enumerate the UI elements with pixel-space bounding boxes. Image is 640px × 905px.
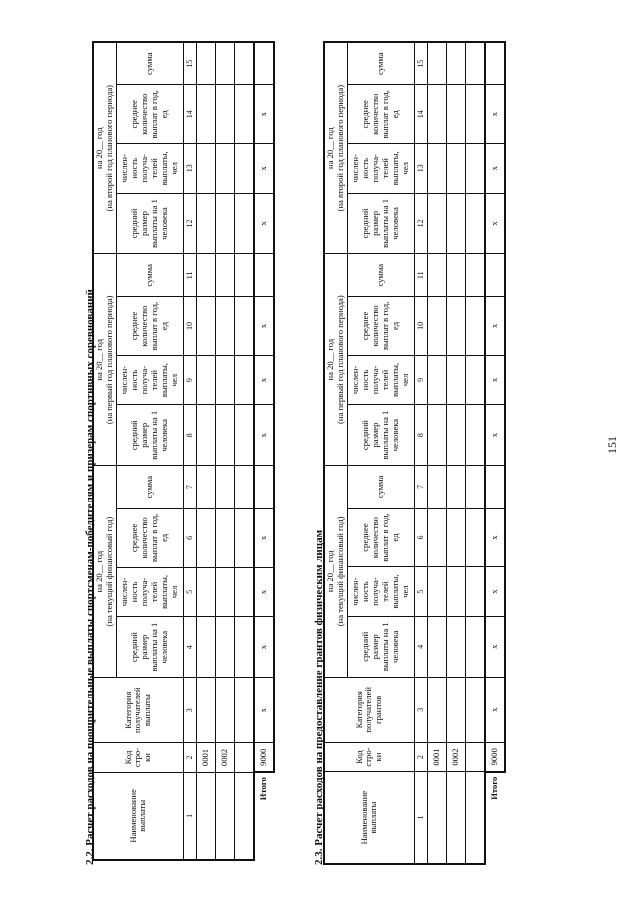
cell[interactable] — [234, 144, 254, 194]
header-row-periods — [324, 42, 347, 864]
column-number: 13 — [183, 144, 196, 194]
cell[interactable] — [465, 355, 485, 405]
total-mark: х — [485, 85, 505, 144]
cell[interactable] — [427, 42, 446, 85]
column-number: 10 — [183, 297, 196, 356]
column-number: 11 — [183, 254, 196, 297]
cell[interactable] — [215, 678, 234, 743]
column-number: 15 — [183, 42, 196, 85]
cell[interactable] — [215, 617, 234, 678]
cell[interactable] — [427, 465, 446, 508]
table-row — [215, 42, 234, 860]
cell[interactable] — [196, 42, 215, 85]
column-number: 1 — [414, 772, 427, 864]
cell[interactable] — [196, 355, 215, 405]
total-mark: х — [485, 677, 505, 742]
cell[interactable] — [465, 465, 485, 508]
column-number: 8 — [183, 405, 196, 466]
cell[interactable] — [234, 355, 254, 405]
cell[interactable] — [234, 617, 254, 678]
total-mark: х — [485, 355, 505, 405]
cell[interactable] — [234, 85, 254, 144]
cell[interactable] — [234, 405, 254, 466]
cell[interactable] — [234, 509, 254, 568]
total-sum[interactable] — [254, 254, 274, 297]
cell[interactable] — [465, 405, 485, 466]
header-period-current — [93, 466, 116, 678]
total-mark: х — [254, 678, 274, 743]
cell[interactable] — [465, 85, 485, 144]
column-number: 7 — [414, 465, 427, 508]
column-number: 5 — [183, 567, 196, 617]
column-number: 5 — [414, 567, 427, 617]
cell[interactable] — [215, 144, 234, 194]
cell[interactable] — [427, 508, 446, 567]
cell[interactable] — [234, 42, 254, 85]
header-period-second — [324, 42, 347, 254]
subheader-sum: сумма — [116, 466, 183, 509]
total-mark: х — [485, 144, 505, 194]
cell-name[interactable] — [446, 772, 465, 864]
subheader-avg-count: среднее количество выплат в год, ед — [347, 508, 414, 567]
subheader-avg-size: средний размер выплаты на 1 человека — [347, 405, 414, 466]
cell[interactable] — [465, 254, 485, 297]
cell[interactable] — [196, 193, 215, 254]
cell[interactable] — [215, 567, 234, 617]
cell-code — [465, 742, 485, 771]
cell[interactable] — [196, 297, 215, 356]
cell[interactable] — [427, 254, 446, 297]
period-label: (на текущий финансовый год) — [334, 516, 345, 627]
cell[interactable] — [465, 193, 485, 254]
subheader-avg-size: средний размер выплаты на 1 человека — [116, 617, 183, 678]
section-2-3-table — [323, 41, 506, 865]
table-row — [234, 42, 254, 860]
subheader-sum: сумма — [116, 254, 183, 297]
cell[interactable] — [234, 466, 254, 509]
cell[interactable] — [215, 42, 234, 85]
cell[interactable] — [215, 85, 234, 144]
header-period-second — [93, 42, 116, 254]
cell-code: 0001 — [196, 743, 215, 772]
cell[interactable] — [446, 405, 465, 466]
cell-name[interactable] — [215, 772, 234, 860]
column-number: 12 — [414, 193, 427, 254]
cell[interactable] — [465, 297, 485, 356]
header-period-first — [324, 254, 347, 466]
subheader-recipients: числен-ность получа-телей выплаты, чел — [347, 567, 414, 617]
column-number: 7 — [183, 466, 196, 509]
cell[interactable] — [465, 508, 485, 567]
column-number: 10 — [414, 297, 427, 356]
cell[interactable] — [465, 144, 485, 194]
subheader-recipients: числен-ность получа-телей выплаты, чел — [347, 355, 414, 405]
total-mark: х — [485, 193, 505, 254]
period-label: (на текущий финансовый год) — [103, 516, 114, 627]
cell[interactable] — [446, 567, 465, 617]
cell[interactable] — [427, 677, 446, 742]
page-number: 151 — [605, 436, 619, 454]
subheader-sum: сумма — [116, 42, 183, 85]
period-year: на 20__ год — [94, 127, 104, 170]
header-category: Категория получателей грантов — [324, 677, 414, 742]
section-2-2-title: 2.2. Расчет расходов на поощрительные выплаты спортсменам-победителям и призерам спортивных соревнований — [84, 289, 96, 865]
column-number: 4 — [183, 617, 196, 678]
cell[interactable] — [465, 616, 485, 677]
cell[interactable] — [196, 405, 215, 466]
total-mark: х — [254, 193, 274, 254]
cell[interactable] — [446, 677, 465, 742]
subheader-avg-size: средний размер выплаты на 1 человека — [347, 616, 414, 677]
cell[interactable] — [215, 405, 234, 466]
cell[interactable] — [427, 405, 446, 466]
cell[interactable] — [427, 297, 446, 356]
total-mark: х — [254, 297, 274, 356]
total-mark: х — [254, 144, 274, 194]
cell[interactable] — [427, 616, 446, 677]
period-label: (на первый год планового периода) — [334, 295, 345, 424]
period-year: на 20__ год — [94, 339, 104, 381]
column-number: 11 — [414, 254, 427, 297]
total-mark: х — [485, 508, 505, 567]
cell[interactable] — [465, 42, 485, 85]
cell-code: 0001 — [427, 742, 446, 771]
cell[interactable] — [234, 193, 254, 254]
column-number: 9 — [414, 355, 427, 405]
cell-name[interactable] — [234, 772, 254, 860]
cell[interactable] — [427, 567, 446, 617]
header-category: Категория получателей выплаты — [93, 678, 183, 743]
cell[interactable] — [215, 466, 234, 509]
column-number: 6 — [414, 508, 427, 567]
header-name: Наименование выплаты — [93, 772, 183, 860]
subheader-sum: сумма — [347, 42, 414, 85]
total-mark: х — [485, 616, 505, 677]
header-row-periods — [93, 42, 116, 860]
subheader-avg-size: средний размер выплаты на 1 человека — [347, 193, 414, 254]
header-code: Код стро-ки — [93, 743, 183, 772]
cell[interactable] — [446, 193, 465, 254]
cell[interactable] — [446, 254, 465, 297]
table-row — [196, 42, 215, 860]
total-sum[interactable] — [485, 42, 505, 85]
cell[interactable] — [196, 254, 215, 297]
subheader-recipients: числен-ность получа-телей выплаты, чел — [116, 355, 183, 405]
cell[interactable] — [215, 193, 234, 254]
total-sum[interactable] — [485, 254, 505, 297]
total-row — [485, 42, 505, 864]
cell-name[interactable] — [465, 772, 485, 864]
cell-code: 0002 — [446, 742, 465, 771]
section-2-3-title: 2.3. Расчет расходов на предоставление грантов физическим лицам — [313, 529, 325, 865]
cell[interactable] — [427, 144, 446, 194]
cell[interactable] — [446, 355, 465, 405]
cell[interactable] — [215, 254, 234, 297]
subheader-avg-size: средний размер выплаты на 1 человека — [116, 193, 183, 254]
column-numbers-row — [183, 42, 196, 860]
total-label: Итого — [489, 776, 500, 800]
cell[interactable] — [196, 144, 215, 194]
period-label: (на второй год планового периода) — [103, 84, 114, 212]
cell[interactable] — [465, 567, 485, 617]
cell[interactable] — [196, 567, 215, 617]
column-number: 14 — [183, 85, 196, 144]
total-mark: х — [485, 567, 505, 617]
header-name: Наименование выплаты — [324, 772, 414, 864]
total-mark: х — [254, 85, 274, 144]
cell[interactable] — [215, 297, 234, 356]
cell[interactable] — [196, 509, 215, 568]
cell[interactable] — [234, 567, 254, 617]
column-number: 15 — [414, 42, 427, 85]
period-year: на 20__ год — [325, 550, 335, 593]
cell-name[interactable] — [427, 772, 446, 864]
total-mark: х — [254, 509, 274, 568]
total-mark: х — [254, 617, 274, 678]
total-label: Итого — [258, 777, 269, 801]
total-mark: х — [485, 297, 505, 356]
subheader-avg-count: среднее количество выплат в год, ед — [116, 85, 183, 144]
cell[interactable] — [446, 616, 465, 677]
period-year: на 20__ год — [94, 550, 104, 593]
total-sum[interactable] — [254, 42, 274, 85]
total-mark: х — [254, 405, 274, 466]
column-number: 4 — [414, 616, 427, 677]
cell[interactable] — [465, 677, 485, 742]
cell[interactable] — [234, 297, 254, 356]
subheader-recipients: числен-ность получа-телей выплаты, чел — [347, 144, 414, 194]
cell-name[interactable] — [196, 772, 215, 860]
column-number: 13 — [414, 144, 427, 194]
cell[interactable] — [446, 85, 465, 144]
cell-code: 0002 — [215, 743, 234, 772]
cell[interactable] — [446, 465, 465, 508]
period-label: (на второй год планового периода) — [334, 84, 345, 212]
header-code: Код стро-ки — [324, 742, 414, 771]
total-code: 9000 — [485, 742, 505, 771]
total-mark: х — [254, 355, 274, 405]
total-mark: х — [254, 567, 274, 617]
section-2-2-table — [92, 41, 275, 861]
total-code: 9000 — [254, 743, 274, 772]
table-row — [465, 42, 485, 864]
subheader-recipients: числен-ность получа-телей выплаты, чел — [116, 144, 183, 194]
cell-code — [234, 743, 254, 772]
cell[interactable] — [446, 508, 465, 567]
subheader-avg-size: средний размер выплаты на 1 человека — [116, 405, 183, 466]
subheader-sum: сумма — [347, 254, 414, 297]
column-numbers-row — [414, 42, 427, 864]
column-number: 9 — [183, 355, 196, 405]
cell[interactable] — [196, 85, 215, 144]
cell[interactable] — [446, 297, 465, 356]
cell[interactable] — [446, 144, 465, 194]
subheader-sum: сумма — [347, 465, 414, 508]
column-number: 3 — [414, 677, 427, 742]
period-year: на 20__ год — [325, 127, 335, 169]
subheader-avg-count: среднее количество выплат в год, ед — [116, 297, 183, 356]
cell[interactable] — [427, 193, 446, 254]
cell[interactable] — [196, 678, 215, 743]
column-number: 8 — [414, 405, 427, 466]
subheader-avg-count: среднее количество выплат в год, ед — [347, 297, 414, 356]
column-number: 2 — [183, 743, 196, 772]
table-row — [427, 42, 446, 864]
column-number: 1 — [183, 772, 196, 860]
column-number: 3 — [183, 678, 196, 743]
column-number: 12 — [183, 193, 196, 254]
cell[interactable] — [215, 355, 234, 405]
cell[interactable] — [234, 254, 254, 297]
cell[interactable] — [234, 678, 254, 743]
table-row — [446, 42, 465, 864]
subheader-avg-count: среднее количество выплат в год, ед — [347, 85, 414, 144]
cell[interactable] — [196, 617, 215, 678]
subheader-avg-count: среднее количество выплат в год, ед — [116, 509, 183, 568]
cell[interactable] — [427, 85, 446, 144]
header-period-current — [324, 465, 347, 677]
column-number: 2 — [414, 742, 427, 771]
header-period-first — [93, 254, 116, 466]
column-number: 14 — [414, 85, 427, 144]
total-row — [254, 42, 274, 860]
cell[interactable] — [446, 42, 465, 85]
cell[interactable] — [196, 466, 215, 509]
cell[interactable] — [215, 509, 234, 568]
period-label: (на первый год планового периода) — [103, 295, 114, 425]
cell[interactable] — [427, 355, 446, 405]
period-year: на 20__ год — [325, 338, 335, 381]
total-mark: х — [485, 405, 505, 466]
column-number: 6 — [183, 509, 196, 568]
total-sum[interactable] — [485, 465, 505, 508]
total-sum[interactable] — [254, 466, 274, 509]
subheader-recipients: числен-ность получа-телей выплаты, чел — [116, 567, 183, 617]
